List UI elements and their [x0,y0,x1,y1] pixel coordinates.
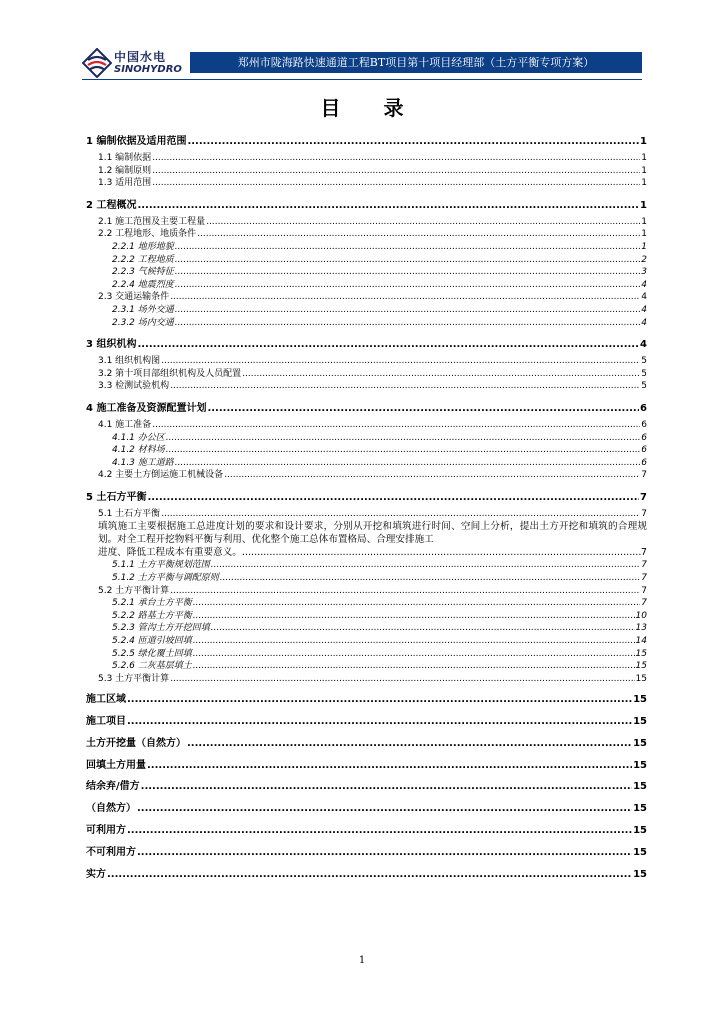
toc-entry-level2[interactable]: 4.1 施工准备 ..... 6 [86,419,647,432]
page-header [82,46,642,82]
toc-entry-level3[interactable]: 4.1.1 办公区 ..... 6 [86,432,647,445]
table-of-contents [86,132,647,882]
toc-entry-level1[interactable]: 3 组织机构 ..... 4 [86,338,647,351]
toc-entry-level3[interactable]: 4.1.3 施工道路 ..... 6 [86,457,647,470]
toc-entry-table-heading[interactable]: 结余弃/借方 ..... 15 [86,780,647,794]
toc-entry-level3[interactable]: 5.2.5 绿化覆土回填 ..... 15 [86,648,647,661]
toc-entry-table-heading[interactable]: （自然方） ..... 15 [86,802,647,816]
toc-paragraph-page: 7 [640,547,647,559]
toc-entry-table-heading[interactable]: 实方 ..... 15 [86,868,647,882]
toc-entry-level3[interactable]: 5.2.1 承台土方平衡 ..... 7 [86,597,647,610]
sinohydro-logo [82,46,182,80]
sinohydro-logo-icon [82,48,112,78]
toc-entry-table-heading[interactable]: 不可利用方 ..... 15 [86,846,647,860]
page-number: 1 [358,955,366,966]
toc-entry-level2[interactable]: 2.1 施工范围及主要工程量 ..... 1 [86,216,647,229]
toc-entry-level2[interactable]: 3.2 第十项目部组织机构及人员配置 ..... 5 [86,368,647,381]
toc-entry-level3[interactable]: 5.1.2 土方平衡与调配原则 ..... 7 [86,572,647,585]
toc-entry-level3[interactable]: 2.2.4 地震烈度 ..... 4 [86,279,647,292]
toc-entry-level2[interactable]: 5.1 土石方平衡 ..... 7 [86,508,647,521]
header-banner: 郑州市陇海路快速通道工程BT项目第十项目经理部（土方平衡专项方案） [190,52,642,73]
toc-entry-level3[interactable]: 2.2.1 地形地貌 ..... 1 [86,241,647,254]
toc-entry-level2[interactable]: 3.3 检测试验机构 ..... 5 [86,380,647,393]
toc-entry-table-heading[interactable]: 施工项目 ..... 15 [86,715,647,729]
toc-entry-level2[interactable]: 5.3 土方平衡计算 ..... 15 [86,673,647,686]
toc-entry-level2[interactable]: 1.3 适用范围 ..... 1 [86,177,647,190]
toc-entry-level1[interactable]: 1 编制依据及适用范围 ..... 1 [86,135,647,148]
toc-paragraph-last-line: 进度、降低工程成本有重要意义。 [98,547,242,559]
toc-entry-level2[interactable]: 1.1 编制依据 ..... 1 [86,152,647,165]
toc-entry-level3[interactable]: 4.1.2 材料场 ..... 6 [86,444,647,457]
toc-entry-level1[interactable]: 2 工程概况 ..... 1 [86,199,647,212]
toc-entry-level2[interactable]: 3.1 组织机构图 ..... 5 [86,355,647,368]
toc-entry-level2[interactable]: 5.2 土方平衡计算 ..... 7 [86,585,647,598]
toc-entry-level3[interactable]: 2.3.1 场外交通 ..... 4 [86,304,647,317]
logo-english-name: SINOHYDRO [114,64,182,75]
toc-entry-level2[interactable]: 2.2 工程地形、地质条件 ..... 1 [86,228,647,241]
toc-entry-table-heading[interactable]: 土方开挖量（自然方） ..... 15 [86,737,647,751]
toc-entry-table-heading[interactable]: 可利用方 ..... 15 [86,824,647,838]
toc-entry-level2[interactable]: 2.3 交通运输条件 ..... 4 [86,291,647,304]
toc-entry-level3[interactable]: 5.2.2 路基土方平衡 ..... 10 [86,610,647,623]
toc-paragraph-page-entry[interactable] [86,546,647,559]
toc-entry-level3[interactable]: 2.2.2 工程地质 ..... 2 [86,254,647,267]
toc-entry-level3[interactable]: 5.1.1 土方平衡规划范围 ..... 7 [86,559,647,572]
toc-entry-level2[interactable]: 4.2 主要土方倒运施工机械设备 ..... 7 [86,469,647,482]
toc-entry-level3[interactable]: 2.3.2 场内交通 ..... 4 [86,317,647,330]
toc-entry-level1[interactable]: 5 土石方平衡 ..... 7 [86,491,647,504]
page-title: 目 录 [320,96,422,120]
toc-entry-level3[interactable]: 5.2.3 管沟土方开挖回填 ..... 13 [86,622,647,635]
toc-entry-table-heading[interactable]: 回填土方用量 ..... 15 [86,759,647,773]
toc-entry-table-heading[interactable]: 施工区域 ..... 15 [86,693,647,707]
toc-entry-level3[interactable]: 5.2.4 匝道引坡回填 ..... 14 [86,635,647,648]
toc-entry-level1[interactable]: 4 施工准备及资源配置计划 ..... 6 [86,402,647,415]
toc-paragraph-text [86,520,647,546]
toc-entry-level2[interactable]: 1.2 编制原则 ..... 1 [86,165,647,178]
toc-entry-level3[interactable]: 5.2.6 二灰基层填土 ..... 15 [86,660,647,673]
logo-chinese-name: 中国水电 [114,50,167,64]
toc-paragraph-body: 填筑施工主要根据施工总进度计划的要求和设计要求，分别从开挖和填筑进行时间、空间上分析，提出土方开挖和填筑的合理规划。对全工程开挖物料平衡与利用、优化整个施工总体布置格局、合理安排施工 [98,521,647,546]
header-divider [82,79,642,80]
toc-entry-level3[interactable]: 2.2.3 气候特征 ..... 3 [86,266,647,279]
